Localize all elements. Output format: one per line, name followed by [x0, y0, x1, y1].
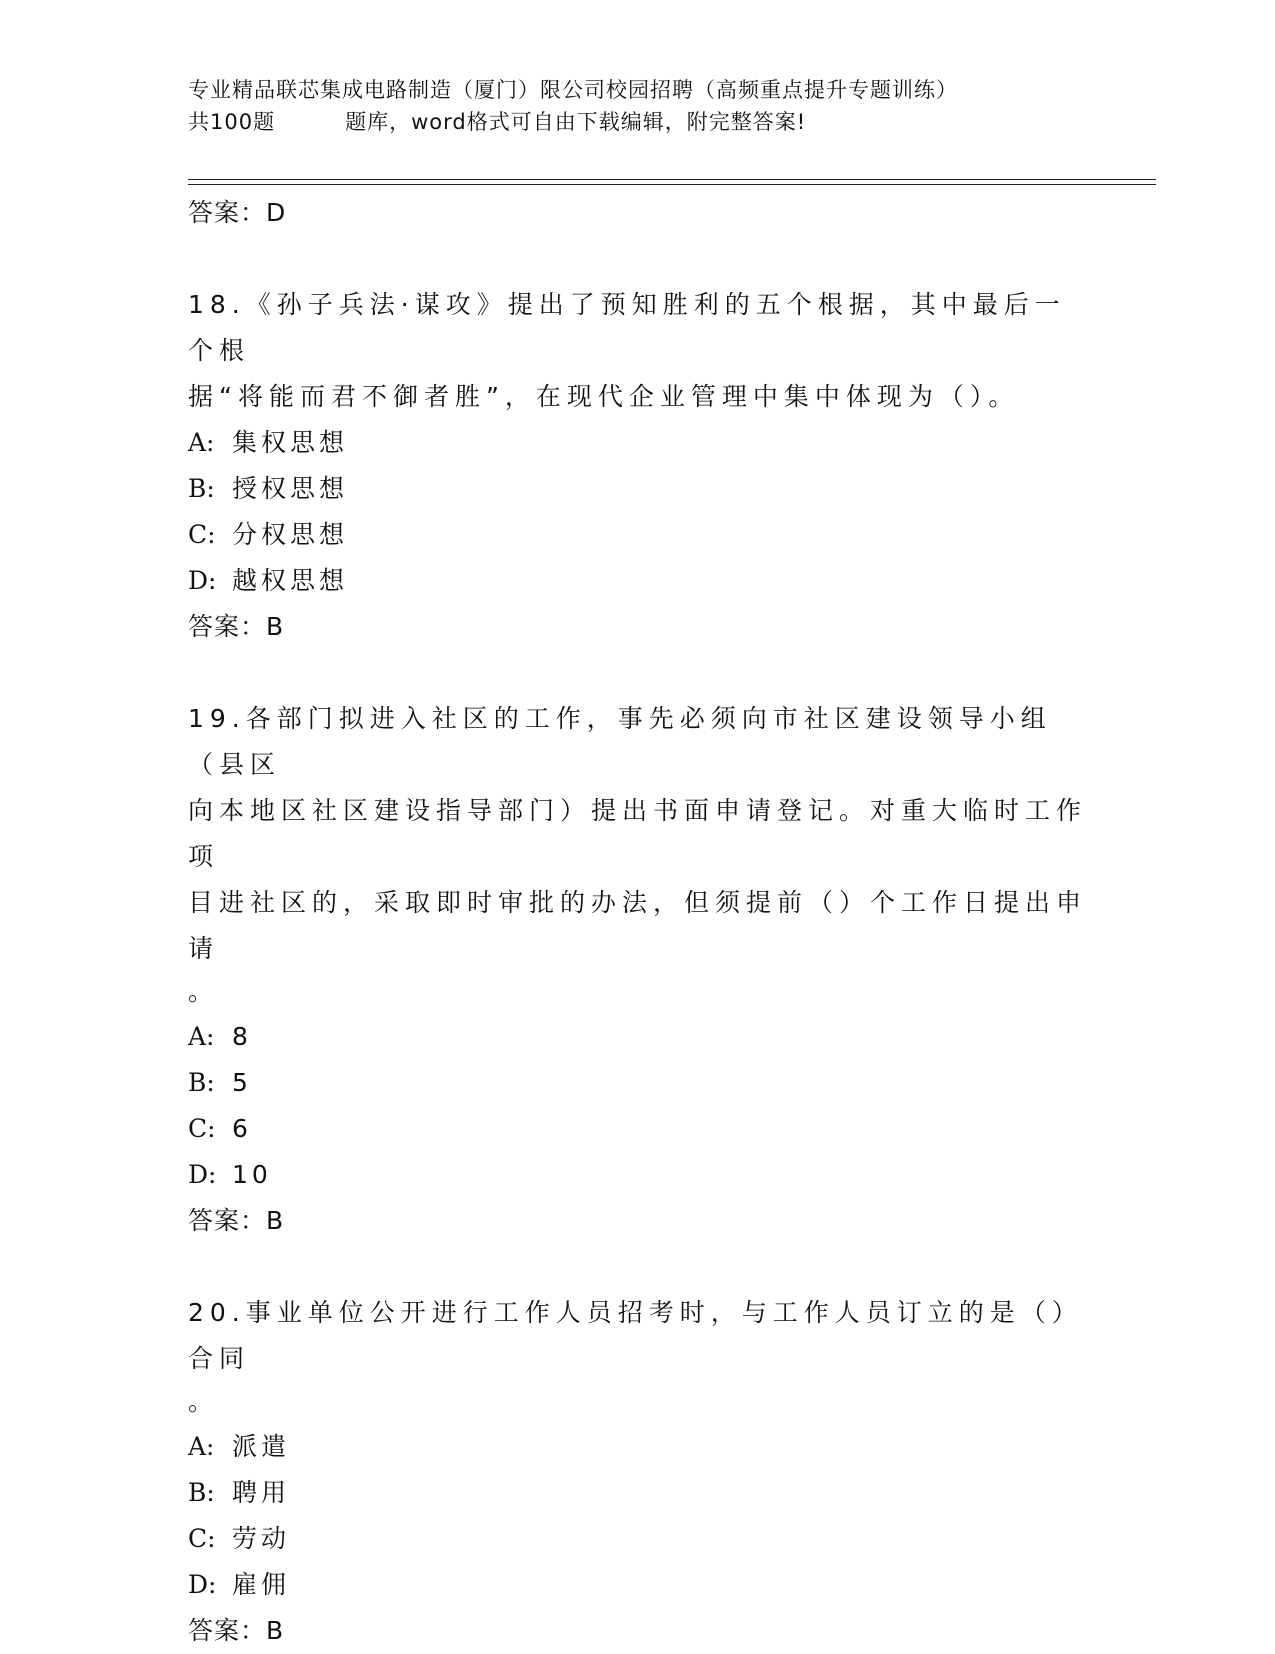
- option-text: 6: [232, 1114, 252, 1143]
- answer: 答案：B: [188, 1616, 285, 1645]
- question-stem: [188, 1290, 1088, 1424]
- option-text: 8: [232, 1022, 252, 1051]
- stem-line: 据“将能而君不御者胜”，在现代企业管理中集中体现为（）。: [188, 382, 1020, 411]
- header-count: 共100题: [188, 110, 276, 134]
- question-19: [188, 696, 1088, 1244]
- option-b: [188, 1060, 1088, 1106]
- option-text: 派遣: [232, 1432, 291, 1461]
- header-subtitle: [188, 106, 1088, 138]
- question-list: [188, 190, 1088, 1654]
- option-text: 10: [232, 1160, 272, 1189]
- answer: 答案：B: [188, 1206, 285, 1235]
- option-d: [188, 1562, 1088, 1608]
- header-description: 题库，word格式可自由下载编辑，附完整答案!: [345, 110, 807, 134]
- option-letter: C:: [188, 1114, 216, 1143]
- option-text: 分权思想: [232, 520, 349, 549]
- stem-line: 19.各部门拟进入社区的工作，事先必须向市社区建设领导小组（县区: [188, 704, 1052, 779]
- option-letter: D:: [188, 1160, 217, 1189]
- option-letter: B:: [188, 1068, 215, 1097]
- option-b: [188, 1470, 1088, 1516]
- stem-line: 目进社区的，采取即时审批的办法，但须提前（）个工作日提出申请: [188, 888, 1088, 963]
- option-text: 雇佣: [232, 1570, 291, 1599]
- header-divider-bottom: [188, 184, 1156, 185]
- option-c: [188, 512, 1088, 558]
- option-letter: A:: [188, 1022, 215, 1051]
- option-a: [188, 420, 1088, 466]
- option-text: 越权思想: [232, 566, 349, 595]
- question-18: [188, 282, 1088, 650]
- option-letter: B:: [188, 474, 215, 503]
- option-c: [188, 1516, 1088, 1562]
- option-a: [188, 1014, 1088, 1060]
- option-letter: C:: [188, 520, 216, 549]
- option-letter: A:: [188, 428, 215, 457]
- previous-answer: 答案：D: [188, 198, 287, 227]
- option-text: 集权思想: [232, 428, 349, 457]
- stem-line: 。: [188, 1387, 220, 1416]
- question-stem: [188, 282, 1088, 420]
- option-text: 5: [232, 1068, 252, 1097]
- option-c: [188, 1106, 1088, 1152]
- option-b: [188, 466, 1088, 512]
- option-d: [188, 558, 1088, 604]
- stem-line: 18.《孙子兵法·谋攻》提出了预知胜利的五个根据，其中最后一个根: [188, 290, 1066, 365]
- option-d: [188, 1152, 1088, 1198]
- question-stem: [188, 696, 1088, 1014]
- option-text: 劳动: [232, 1524, 291, 1553]
- option-letter: A:: [188, 1432, 215, 1461]
- option-a: [188, 1424, 1088, 1470]
- option-text: 授权思想: [232, 474, 349, 503]
- header-title: 专业精品联芯集成电路制造（厦门）限公司校园招聘（高频重点提升专题训练）: [188, 78, 958, 102]
- option-letter: D:: [188, 1570, 217, 1599]
- question-20: [188, 1290, 1088, 1654]
- option-letter: D:: [188, 566, 217, 595]
- header-divider-top: [188, 179, 1156, 180]
- option-letter: B:: [188, 1478, 215, 1507]
- option-text: 聘用: [232, 1478, 291, 1507]
- option-letter: C:: [188, 1524, 216, 1553]
- stem-line: 20.事业单位公开进行工作人员招考时，与工作人员订立的是（）合同: [188, 1298, 1083, 1373]
- stem-line: 向本地区社区建设指导部门）提出书面申请登记。对重大临时工作项: [188, 796, 1088, 871]
- page-header: [188, 74, 1088, 138]
- stem-line: 。: [188, 977, 220, 1006]
- answer: 答案：B: [188, 612, 285, 641]
